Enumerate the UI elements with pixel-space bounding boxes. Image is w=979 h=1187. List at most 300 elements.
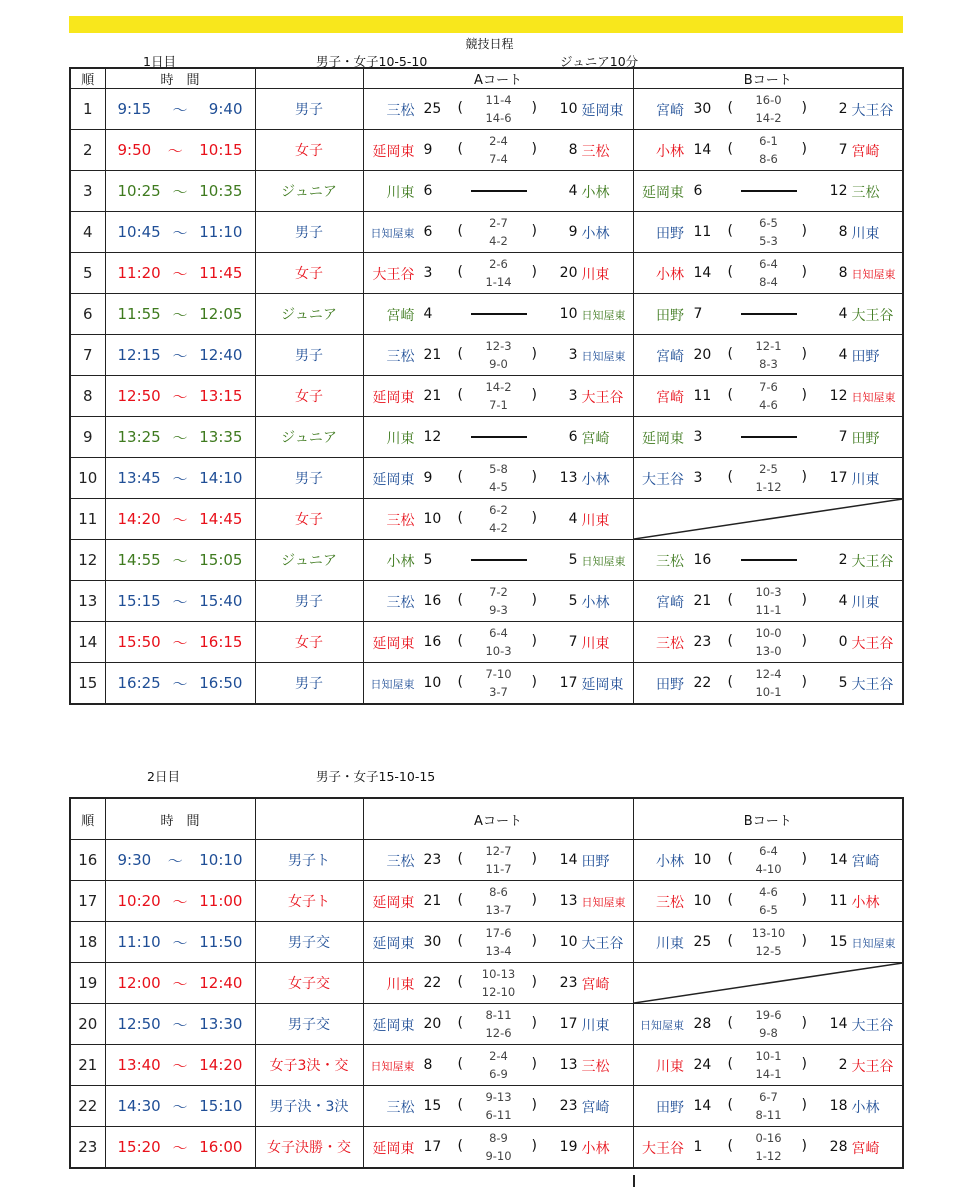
match-result — [364, 581, 633, 621]
tilde-separator: ～ — [172, 305, 188, 324]
time-range — [106, 632, 255, 653]
time-cell — [105, 253, 255, 294]
order-number: 8 — [70, 376, 105, 417]
time-range — [106, 509, 255, 530]
match-result — [634, 253, 903, 293]
match-result — [364, 130, 633, 170]
table-row — [70, 963, 903, 1004]
court-b-cell — [633, 294, 903, 335]
time-cell — [105, 840, 255, 881]
team-2-score: 12 — [829, 388, 848, 404]
start-time: 16:25 — [117, 674, 161, 692]
first-half-score: 6-4 — [759, 257, 778, 271]
close-paren: ) — [531, 264, 537, 280]
header-category — [255, 798, 363, 840]
start-time: 10:45 — [117, 223, 161, 241]
court-a-cell — [363, 376, 633, 417]
second-half-score: 5-3 — [759, 234, 778, 248]
open-paren: ( — [457, 1138, 463, 1154]
team-1-name: 延岡東 — [372, 936, 415, 952]
second-half-score: 6-5 — [759, 903, 778, 917]
time-cell — [105, 1086, 255, 1127]
open-paren: ( — [457, 933, 463, 949]
time-cell — [105, 581, 255, 622]
team-1-score: 21 — [423, 347, 442, 363]
time-cell — [105, 130, 255, 171]
team-1-name: 延岡東 — [372, 390, 415, 406]
match-result — [634, 212, 903, 252]
category-label: ジュニア — [255, 540, 363, 581]
team-1-name: 三松 — [386, 595, 415, 611]
team-1-score: 11 — [693, 388, 712, 404]
court-b-cell — [633, 1045, 903, 1086]
team-2-score: 7 — [838, 142, 848, 158]
category-label: 男子 — [255, 212, 363, 253]
match-result — [364, 458, 633, 498]
match-result — [364, 294, 633, 334]
court-a-cell — [363, 294, 633, 335]
no-halves-dash — [471, 190, 527, 192]
start-time: 9:30 — [117, 851, 152, 869]
open-paren: ( — [457, 346, 463, 362]
first-half-score: 14-2 — [485, 380, 512, 394]
open-paren: ( — [457, 633, 463, 649]
start-time: 12:15 — [117, 346, 161, 364]
close-paren: ) — [531, 1097, 537, 1113]
team-2-name: 川東 — [581, 267, 610, 283]
open-paren: ( — [457, 469, 463, 485]
match-result — [364, 540, 633, 580]
team-1-name: 川東 — [656, 1059, 684, 1075]
court-a-cell — [363, 1045, 633, 1086]
half-scores — [744, 624, 794, 660]
order-number: 17 — [70, 881, 105, 922]
tilde-separator: ～ — [172, 633, 188, 652]
table-row — [70, 89, 903, 130]
team-1-name: 川東 — [656, 936, 684, 952]
header-court-b: Bコート — [633, 68, 903, 89]
close-paren: ) — [531, 346, 537, 362]
team-1-name: 日知屋東 — [370, 678, 415, 691]
time-range — [106, 140, 255, 161]
close-paren: ) — [801, 592, 807, 608]
team-1-score: 5 — [423, 552, 433, 568]
court-a-cell — [363, 212, 633, 253]
time-range — [106, 673, 255, 694]
match-result — [634, 130, 903, 170]
close-paren: ) — [531, 1015, 537, 1031]
court-b-cell — [633, 922, 903, 963]
team-1-score: 3 — [693, 429, 703, 445]
category-label: 女子決勝・交 — [255, 1127, 363, 1169]
end-time: 15:05 — [199, 551, 243, 569]
court-a-cell — [363, 881, 633, 922]
second-half-score: 12-6 — [485, 1026, 512, 1040]
table-row — [70, 458, 903, 499]
team-2-name: 日知屋東 — [581, 555, 626, 568]
team-2-name: 大王谷 — [851, 103, 894, 119]
category-label: 男子 — [255, 89, 363, 130]
team-2-name: 日知屋東 — [851, 937, 896, 950]
team-2-score: 3 — [568, 388, 578, 404]
day1-format: 男子・女子10-5-10 — [316, 54, 428, 69]
first-half-score: 12-3 — [485, 339, 512, 353]
team-1-name: 宮崎 — [656, 390, 684, 406]
team-2-name: 小林 — [581, 1141, 610, 1157]
half-scores — [744, 91, 794, 127]
half-scores — [744, 460, 794, 496]
table-row — [70, 1004, 903, 1045]
start-time: 12:50 — [117, 387, 161, 405]
court-a-cell — [363, 622, 633, 663]
table-row — [70, 417, 903, 458]
half-scores — [474, 1006, 524, 1042]
second-half-score: 1-12 — [755, 480, 782, 494]
team-2-name: 大王谷 — [851, 1059, 894, 1075]
header-time: 時 間 — [105, 798, 255, 840]
time-cell — [105, 89, 255, 130]
close-paren: ) — [531, 141, 537, 157]
team-1-score: 16 — [693, 552, 712, 568]
time-range — [106, 304, 255, 325]
start-time: 9:15 — [117, 100, 152, 118]
close-paren: ) — [801, 851, 807, 867]
open-paren: ( — [457, 592, 463, 608]
team-2-score: 2 — [838, 1057, 848, 1073]
table-row — [70, 622, 903, 663]
header-category — [255, 68, 363, 89]
end-time: 10:10 — [199, 851, 243, 869]
team-1-score: 23 — [423, 852, 442, 868]
team-1-name: 小林 — [656, 854, 684, 870]
end-time: 12:40 — [199, 346, 243, 364]
half-scores — [474, 1129, 524, 1165]
close-paren: ) — [531, 1056, 537, 1072]
second-half-score: 14-6 — [485, 111, 512, 125]
team-2-score: 15 — [829, 934, 848, 950]
first-half-score: 6-1 — [759, 134, 778, 148]
team-2-name: 三松 — [851, 185, 880, 201]
category-label: 男子交 — [255, 1004, 363, 1045]
court-b-cell — [633, 663, 903, 705]
team-1-score: 16 — [423, 593, 442, 609]
open-paren: ( — [727, 633, 733, 649]
match-result — [634, 922, 903, 962]
team-1-name: 三松 — [656, 554, 684, 570]
team-2-score: 10 — [559, 934, 578, 950]
open-paren: ( — [727, 141, 733, 157]
time-range — [106, 932, 255, 953]
team-2-score: 17 — [559, 675, 578, 691]
team-1-name: 日知屋東 — [370, 1060, 415, 1073]
time-cell — [105, 622, 255, 663]
first-half-score: 6-5 — [759, 216, 778, 230]
category-label: 男子 — [255, 581, 363, 622]
half-scores — [744, 378, 794, 414]
tilde-separator: ～ — [172, 469, 188, 488]
court-a-cell — [363, 1004, 633, 1045]
first-half-score: 5-8 — [489, 462, 508, 476]
team-1-score: 16 — [423, 634, 442, 650]
order-number: 20 — [70, 1004, 105, 1045]
team-1-score: 21 — [423, 893, 442, 909]
no-halves-dash — [471, 313, 527, 315]
close-paren: ) — [531, 510, 537, 526]
table-row — [70, 253, 903, 294]
second-half-score: 9-0 — [489, 357, 508, 371]
team-2-score: 8 — [568, 142, 578, 158]
end-time: 11:00 — [199, 892, 243, 910]
time-cell — [105, 458, 255, 499]
team-1-score: 7 — [693, 306, 703, 322]
day1-label: 1日目 — [143, 54, 176, 69]
team-1-name: 延岡東 — [372, 1018, 415, 1034]
time-cell — [105, 417, 255, 458]
open-paren: ( — [457, 223, 463, 239]
half-scores — [744, 1129, 794, 1165]
match-result — [634, 89, 903, 129]
tilde-separator: ～ — [172, 264, 188, 283]
start-time: 14:30 — [117, 1097, 161, 1115]
table-row — [70, 171, 903, 212]
team-2-name: 大王谷 — [851, 677, 894, 693]
team-2-name: 川東 — [581, 636, 610, 652]
first-half-score: 16-0 — [755, 93, 782, 107]
start-time: 9:50 — [117, 141, 152, 159]
team-2-name: 小林 — [851, 1100, 880, 1116]
team-1-score: 30 — [423, 934, 442, 950]
category-label: 女子 — [255, 376, 363, 417]
no-match-slash — [634, 963, 903, 1003]
category-label: 女子3決・交 — [255, 1045, 363, 1086]
tilde-separator: ～ — [172, 974, 188, 993]
team-2-score: 3 — [568, 347, 578, 363]
team-1-name: 三松 — [386, 349, 415, 365]
order-number: 6 — [70, 294, 105, 335]
tilde-separator: ～ — [167, 141, 183, 160]
start-time: 12:00 — [117, 974, 161, 992]
court-b-cell — [633, 581, 903, 622]
time-cell — [105, 922, 255, 963]
court-a-cell — [363, 89, 633, 130]
team-1-score: 20 — [423, 1016, 442, 1032]
tilde-separator: ～ — [172, 1097, 188, 1116]
category-label: 女子交 — [255, 963, 363, 1004]
half-scores — [474, 460, 524, 496]
close-paren: ) — [801, 100, 807, 116]
half-scores — [744, 883, 794, 919]
team-2-name: 大王谷 — [851, 636, 894, 652]
order-number: 19 — [70, 963, 105, 1004]
time-cell — [105, 376, 255, 417]
no-halves-dash — [471, 559, 527, 561]
team-2-name: 小林 — [581, 472, 610, 488]
half-scores — [474, 583, 524, 619]
court-a-cell — [363, 1127, 633, 1169]
second-half-score: 1-14 — [485, 275, 512, 289]
team-1-score: 10 — [693, 852, 712, 868]
open-paren: ( — [727, 592, 733, 608]
second-half-score: 7-1 — [489, 398, 508, 412]
team-1-score: 10 — [423, 675, 442, 691]
team-1-name: 延岡東 — [372, 144, 415, 160]
match-result — [364, 171, 633, 211]
table-row — [70, 840, 903, 881]
court-b-cell — [633, 881, 903, 922]
team-1-name: 小林 — [656, 267, 684, 283]
open-paren: ( — [727, 100, 733, 116]
time-cell — [105, 294, 255, 335]
team-1-name: 宮崎 — [386, 308, 415, 324]
team-2-score: 5 — [568, 593, 578, 609]
match-result — [364, 212, 633, 252]
close-paren: ) — [801, 141, 807, 157]
team-2-score: 9 — [568, 224, 578, 240]
table-row — [70, 130, 903, 171]
team-1-score: 21 — [423, 388, 442, 404]
team-2-score: 8 — [838, 224, 848, 240]
category-label: 男子 — [255, 335, 363, 376]
team-1-score: 4 — [423, 306, 433, 322]
team-2-score: 13 — [559, 893, 578, 909]
tilde-separator: ～ — [172, 387, 188, 406]
open-paren: ( — [727, 1015, 733, 1031]
team-1-name: 大王谷 — [372, 267, 415, 283]
team-2-score: 4 — [568, 511, 578, 527]
team-1-name: 三松 — [386, 1100, 415, 1116]
team-2-score: 14 — [829, 852, 848, 868]
no-halves-dash — [741, 436, 797, 438]
match-result — [364, 881, 633, 921]
open-paren: ( — [457, 892, 463, 908]
team-2-score: 23 — [559, 975, 578, 991]
category-label: 男子決・3決 — [255, 1086, 363, 1127]
team-1-score: 10 — [423, 511, 442, 527]
team-2-name: 日知屋東 — [581, 350, 626, 363]
open-paren: ( — [727, 264, 733, 280]
close-paren: ) — [531, 892, 537, 908]
court-a-cell — [363, 458, 633, 499]
team-2-name: 大王谷 — [581, 390, 624, 406]
team-1-score: 14 — [693, 265, 712, 281]
team-2-name: 日知屋東 — [851, 391, 896, 404]
start-time: 11:10 — [117, 933, 161, 951]
team-2-score: 17 — [829, 470, 848, 486]
half-scores — [474, 665, 524, 701]
match-result — [364, 963, 633, 1003]
day1-junior-format: ジュニア10分 — [560, 54, 639, 69]
second-half-score: 11-7 — [485, 862, 512, 876]
time-range — [106, 1096, 255, 1117]
first-half-score: 17-6 — [485, 926, 512, 940]
time-range — [106, 850, 255, 871]
open-paren: ( — [457, 141, 463, 157]
tilde-separator: ～ — [172, 674, 188, 693]
half-scores — [474, 214, 524, 250]
team-2-name: 宮崎 — [581, 431, 610, 447]
close-paren: ) — [801, 674, 807, 690]
category-label: 女子ト — [255, 881, 363, 922]
half-scores — [474, 132, 524, 168]
category-label: 女子 — [255, 130, 363, 171]
match-result — [634, 663, 903, 703]
team-2-name: 川東 — [851, 472, 880, 488]
team-2-name: 川東 — [851, 595, 880, 611]
second-half-score: 6-9 — [489, 1067, 508, 1081]
court-b-cell — [633, 417, 903, 458]
half-scores — [474, 337, 524, 373]
open-paren: ( — [457, 851, 463, 867]
tilde-separator: ～ — [172, 1056, 188, 1075]
close-paren: ) — [801, 469, 807, 485]
team-2-name: 大王谷 — [851, 1018, 894, 1034]
match-result — [364, 335, 633, 375]
category-label: 男子交 — [255, 922, 363, 963]
second-half-score: 11-1 — [755, 603, 782, 617]
team-2-score: 20 — [559, 265, 578, 281]
half-scores — [744, 214, 794, 250]
second-half-score: 8-3 — [759, 357, 778, 371]
category-label: 男子ト — [255, 840, 363, 881]
team-2-name: 小林 — [581, 595, 610, 611]
half-scores — [744, 1006, 794, 1042]
open-paren: ( — [727, 892, 733, 908]
start-time: 10:20 — [117, 892, 161, 910]
order-number: 4 — [70, 212, 105, 253]
header-court-a: Aコート — [363, 798, 633, 840]
team-2-score: 14 — [829, 1016, 848, 1032]
match-result — [364, 89, 633, 129]
close-paren: ) — [801, 1015, 807, 1031]
half-scores — [744, 583, 794, 619]
team-1-score: 21 — [693, 593, 712, 609]
team-1-name: 日知屋東 — [640, 1019, 684, 1032]
second-half-score: 14-2 — [755, 111, 782, 125]
team-2-score: 12 — [829, 183, 848, 199]
court-b-cell — [633, 212, 903, 253]
close-paren: ) — [531, 387, 537, 403]
time-cell — [105, 171, 255, 212]
tilde-separator: ～ — [172, 100, 188, 119]
open-paren: ( — [727, 346, 733, 362]
header-banner — [69, 16, 903, 33]
court-b-cell — [633, 622, 903, 663]
match-result — [634, 171, 903, 211]
tilde-separator: ～ — [172, 892, 188, 911]
court-a-cell — [363, 253, 633, 294]
court-a-cell — [363, 840, 633, 881]
second-half-score: 9-3 — [489, 603, 508, 617]
time-cell — [105, 335, 255, 376]
time-cell — [105, 1004, 255, 1045]
second-half-score: 8-4 — [759, 275, 778, 289]
first-half-score: 4-6 — [759, 885, 778, 899]
table-row — [70, 581, 903, 622]
time-range — [106, 550, 255, 571]
time-cell — [105, 663, 255, 705]
team-1-name: 田野 — [656, 677, 684, 693]
end-time: 15:40 — [199, 592, 243, 610]
second-half-score: 4-5 — [489, 480, 508, 494]
first-half-score: 2-5 — [759, 462, 778, 476]
team-1-score: 22 — [693, 675, 712, 691]
half-scores — [744, 665, 794, 701]
team-1-score: 24 — [693, 1057, 712, 1073]
match-result — [364, 417, 633, 457]
half-scores — [474, 255, 524, 291]
close-paren: ) — [531, 100, 537, 116]
no-halves-dash — [741, 313, 797, 315]
